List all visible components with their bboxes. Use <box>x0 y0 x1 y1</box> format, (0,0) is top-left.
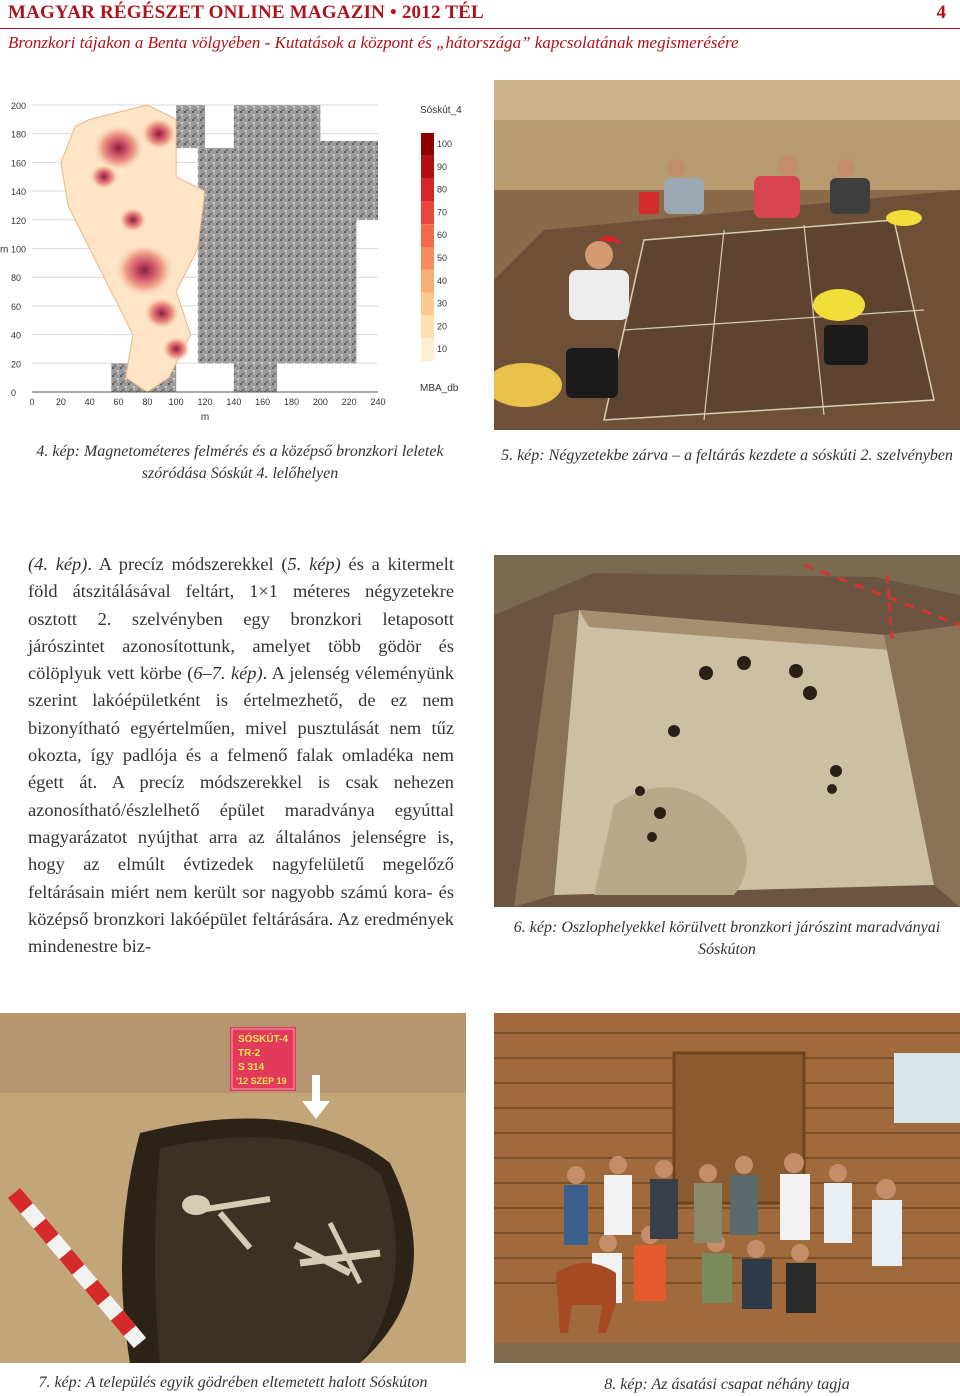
sign-line-2: TR-2 <box>238 1048 261 1059</box>
page-number: 4 <box>936 2 946 23</box>
figure-5-caption: 5. kép: Négyzetekbe zárva – a feltárás kezdete a sóskúti 2. szelvényben <box>501 447 953 464</box>
legend-value: 40 <box>437 275 448 286</box>
magnetometer-block <box>320 220 356 363</box>
ref-fig-5: 5. kép) <box>287 554 341 574</box>
x-tick-label: 180 <box>283 397 300 407</box>
density-hotspot <box>162 336 190 361</box>
y-tick-label: 40 <box>11 330 22 341</box>
x-tick-label: 200 <box>312 397 328 407</box>
figure-8-caption: 8. kép: Az ásatási csapat néhány tagja <box>604 1376 850 1393</box>
legend-value: 90 <box>437 161 448 172</box>
body-text-1: . A precíz módszerekkel ( <box>87 554 288 574</box>
legend-swatch <box>421 338 434 361</box>
magnetometer-block <box>198 220 234 363</box>
legend-swatch <box>421 224 434 247</box>
legend-swatch <box>421 179 434 202</box>
x-tick-label: 100 <box>168 397 184 407</box>
legend-value: 10 <box>437 344 448 355</box>
density-hotspot <box>93 125 145 172</box>
figure-7-photo <box>0 1013 466 1363</box>
density-hotspot <box>114 243 174 297</box>
figure-8-photo <box>494 1013 960 1363</box>
y-tick-label: 20 <box>11 359 22 370</box>
legend-value: 70 <box>437 207 448 218</box>
y-tick-label: 0 <box>11 388 17 398</box>
x-tick-label: 80 <box>142 397 153 407</box>
site-label: Sóskút_4 <box>420 105 462 116</box>
legend-value: 50 <box>437 253 448 263</box>
article-title: Bronzkori tájakon a Benta völgyében - Kutatások a központ és „hátországa” kapcsolatának megismerésére <box>8 33 739 52</box>
body-paragraph <box>28 551 454 960</box>
legend-swatch <box>421 247 434 270</box>
ref-fig-6-7: 6–7. kép) <box>193 663 263 684</box>
x-tick-label: 140 <box>226 397 242 407</box>
y-tick-label: 80 <box>11 273 22 284</box>
header-rule <box>0 28 960 29</box>
legend-swatch <box>421 270 434 293</box>
figure-6-photo <box>494 555 960 907</box>
figure-7-caption: 7. kép: A település egyik gödrében eltemetett halott Sóskúton <box>38 1374 428 1391</box>
legend-swatch <box>421 315 434 338</box>
sign-line-1: SÓSKÚT-4 <box>238 1034 289 1045</box>
x-tick-label: 240 <box>370 397 386 407</box>
legend-swatch <box>421 201 434 224</box>
x-tick-label: 220 <box>341 397 357 407</box>
figure-5-photo <box>494 80 960 430</box>
y-tick-label: 140 <box>11 187 27 198</box>
y-tick-label: 180 <box>11 129 27 140</box>
figure-6-caption: 6. kép: Oszlophelyekkel körülvett bronzkori járószint maradványai Sóskúton <box>513 919 941 958</box>
density-hotspot <box>119 207 147 232</box>
figure-4-caption: 4. kép: Magnetométeres felmérés és a középső bronzkori leletek szóródása Sóskút 4. lelőhelyen <box>36 443 444 482</box>
y-tick-label: 160 <box>11 158 27 169</box>
density-hotspot <box>90 164 118 189</box>
x-tick-label: 60 <box>113 397 124 407</box>
sign-line-4: '12 SZEP 19 <box>236 1076 287 1086</box>
x-tick-label: 40 <box>84 397 95 407</box>
y-tick-label: 120 <box>11 215 27 226</box>
magazine-title: MAGYAR RÉGÉSZET ONLINE MAGAZIN • 2012 TÉL <box>8 2 484 23</box>
y-tick-label: 200 <box>11 101 27 111</box>
magnetometer-block <box>176 105 205 148</box>
x-tick-label: 20 <box>55 397 66 407</box>
legend-title: MBA_db <box>420 383 459 394</box>
y-axis-label: m <box>0 244 9 256</box>
body-text-2: és a kitermelt föld átszitálásával feltárt, 1×1 méteres négyzetekre osztott 2. szelvényben egy bronzkori letaposott járószintet azonosítottunk, amelyet több gödör és cölöplyuk vett körbe ( <box>28 554 454 684</box>
legend-swatch <box>421 133 434 156</box>
x-tick-label: 120 <box>197 397 213 407</box>
legend-value: 20 <box>437 321 448 332</box>
body-text-3: . A jelenség véleményünk szerint lakóépületként is értelmezhető, de ez nem bizonyítható egyértelműen, mivel pusztulását nem tűz okozta, így padlója és a felmenő falak omladéka nem égett át. A precíz módszerekkel is csak nehezen azonosítható/észlelhető épület maradványa egyúttal magyarázatot nyújthat arra az általános jelenségre is, hogy az elmúlt évtizedek nagyfelületű megelőző feltárásain miért nem került sor nagyobb számú kora- és középső bronzkori lakóépület feltárására. Az eredmények mindenestre biz- <box>28 663 454 957</box>
legend-value: 100 <box>437 139 453 149</box>
y-tick-label: 100 <box>11 244 27 255</box>
magnetometer-block <box>234 363 277 392</box>
density-hotspot <box>144 297 180 329</box>
x-tick-label: 160 <box>255 397 271 407</box>
magnetometer-block <box>234 105 320 363</box>
chart-plot-area <box>0 101 462 423</box>
x-axis-label: m <box>200 412 210 423</box>
magnetometer-block <box>320 141 378 220</box>
figure-4-map <box>0 95 480 430</box>
legend-value: 30 <box>437 298 448 309</box>
ref-fig-4: (4. kép) <box>28 554 88 574</box>
legend-value: 60 <box>437 230 448 241</box>
legend-swatch <box>421 293 434 316</box>
legend-swatch <box>421 156 434 179</box>
legend-value: 80 <box>437 184 448 195</box>
y-tick-label: 60 <box>11 301 22 312</box>
x-tick-label: 0 <box>29 397 35 407</box>
density-hotspot <box>141 118 177 150</box>
sign-line-3: S 314 <box>238 1062 265 1073</box>
